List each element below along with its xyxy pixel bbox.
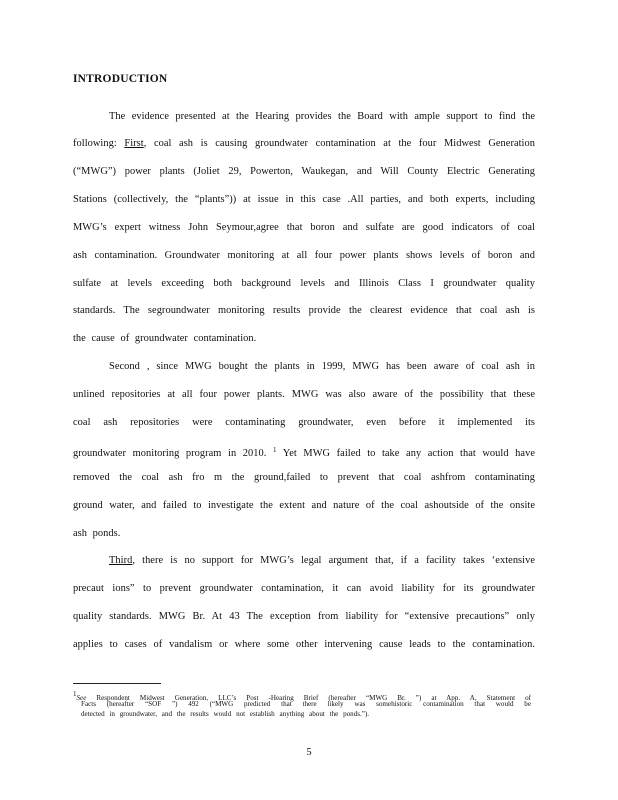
- line-text: following:: [73, 138, 125, 149]
- footnote-reference[interactable]: 1: [272, 446, 277, 454]
- line-text: Yet MWG failed to take any action that would have: [276, 448, 535, 459]
- page-number: 5: [306, 747, 312, 758]
- first-underlined: First: [124, 138, 144, 149]
- section-heading: INTRODUCTION: [73, 73, 168, 85]
- paragraph-line: ash ponds.: [73, 528, 121, 539]
- paragraph-line: unlined repositories at all four power plants. MWG was also aware of the possibility that these: [73, 389, 535, 400]
- paragraph-line: (“MWG”) power plants (Joliet 29, Powerton, Waukegan, and Will County Electric Generating: [73, 166, 535, 177]
- paragraph-line: ash contamination. Groundwater monitoring at all four power plants shows levels of boron and: [73, 250, 535, 261]
- footnote-line: detected in groundwater, and the results would not establish anything about the ponds.”).: [81, 710, 370, 718]
- footnote-line: Facts (hereafter “SOF ”) 492 (“MWG predicted that there likely was somehistoric contamination that would be: [81, 700, 531, 708]
- footnote-marker: 1: [73, 690, 77, 698]
- paragraph-line: applies to cases of vandalism or where some other intervening cause leads to the contamination.: [73, 639, 535, 650]
- paragraph-line: standards. The segroundwater monitoring results provide the clearest evidence that coal ash is: [73, 305, 535, 316]
- footnote-text: Respondent Midwest Generation, LLC’s Post -Hearing Brief (hereafter “MWG Br. ”) at App. A, Statement of: [86, 694, 531, 702]
- paragraph-line: MWG’s expert witness John Seymour,agree that boron and sulfate are good indicators of coal: [73, 222, 535, 233]
- paragraph-line: Second , since MWG bought the plants in 1999, MWG has been aware of coal ash in: [109, 361, 535, 372]
- paragraph-line: the cause of groundwater contamination.: [73, 333, 257, 344]
- line-text: , there is no support for MWG’s legal argument that, if a facility takes ‘extensive: [132, 555, 535, 566]
- paragraph-line: quality standards. MWG Br. At 43 The exception from liability for “extensive precautions” only: [73, 611, 535, 622]
- line-text: , coal ash is causing groundwater contamination at the four Midwest Generation: [143, 138, 535, 149]
- paragraph-line: The evidence presented at the Hearing provides the Board with ample support to find the: [109, 111, 535, 122]
- paragraph-line: coal ash repositories were contaminating groundwater, even before it implemented its: [73, 417, 535, 428]
- third-underlined: Third: [109, 555, 133, 566]
- line-text: groundwater monitoring program in 2010.: [73, 448, 273, 459]
- paragraph-line: [73, 137, 535, 151]
- paragraph-line: ground water, and failed to investigate the extent and nature of the coal ashoutside of the onsite: [73, 500, 535, 511]
- paragraph-line: [109, 554, 535, 568]
- paragraph-line: Stations (collectively, the “plants”)) at issue in this case .All parties, and both experts, including: [73, 194, 535, 205]
- paragraph-line: [73, 443, 535, 461]
- footnote-divider: [73, 683, 161, 684]
- paragraph-line: removed the coal ash fro m the ground,failed to prevent that coal ashfrom contaminating: [73, 472, 535, 483]
- footnote-see: See: [76, 694, 87, 702]
- paragraph-line: precaut ions” to prevent groundwater contamination, it can avoid liability for its groundwater: [73, 583, 535, 594]
- paragraph-line: sulfate at levels exceeding both background levels and Illinois Class I groundwater quality: [73, 278, 535, 289]
